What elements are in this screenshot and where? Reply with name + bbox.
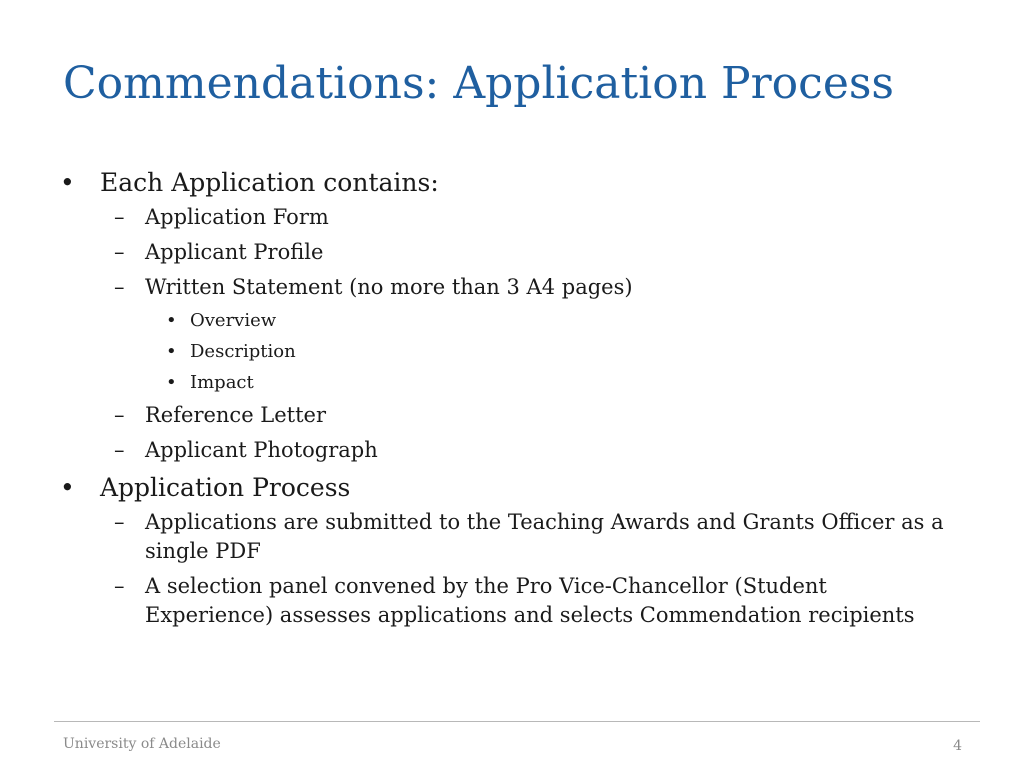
sub-sub-item-text: Overview	[190, 310, 277, 331]
sub-item-application-form	[58, 203, 958, 232]
footer-organization: University of Adelaide	[63, 736, 221, 752]
sub-item-applicant-photograph	[58, 436, 958, 465]
sub-bullet-marker: •	[166, 310, 177, 331]
dash-marker: –	[114, 403, 125, 427]
sub-item-text: Applications are submitted to the Teaching Awards and Grants Officer as a single PDF	[145, 510, 944, 563]
sub-sub-item-text: Impact	[190, 372, 254, 393]
sub-sub-item-description	[58, 339, 958, 365]
sub-bullet-marker: •	[166, 372, 177, 393]
sub-sub-item-impact	[58, 370, 958, 396]
dash-marker: –	[114, 205, 125, 229]
sub-sub-item-text: Description	[190, 341, 296, 362]
slide-body	[58, 160, 958, 636]
dash-marker: –	[114, 438, 125, 462]
sub-item-text: A selection panel convened by the Pro Vice-Chancellor (Student Experience) assesses applications and selects Commendation recipients	[145, 574, 915, 627]
sub-item-text: Applicant Photograph	[145, 438, 378, 462]
sub-item-selection-panel	[58, 572, 958, 630]
bullet-text: Application Process	[100, 473, 351, 502]
sub-sub-item-overview	[58, 308, 958, 334]
footer-divider	[54, 721, 980, 722]
sub-item-text: Reference Letter	[145, 403, 327, 427]
sub-item-applicant-profile	[58, 238, 958, 267]
bullet-each-application	[58, 166, 958, 200]
sub-item-submission	[58, 508, 958, 566]
sub-item-text: Application Form	[145, 205, 329, 229]
dash-marker: –	[114, 574, 125, 598]
bullet-marker: •	[60, 473, 75, 502]
sub-item-text: Applicant Profile	[145, 240, 324, 264]
dash-marker: –	[114, 240, 125, 264]
bullet-marker: •	[60, 168, 75, 197]
sub-item-text: Written Statement (no more than 3 A4 pages)	[145, 275, 633, 299]
dash-marker: –	[114, 510, 125, 534]
slide-title: Commendations: Application Process	[63, 58, 895, 109]
bullet-application-process	[58, 471, 958, 505]
bullet-text: Each Application contains:	[100, 168, 439, 197]
sub-bullet-marker: •	[166, 341, 177, 362]
sub-item-written-statement	[58, 273, 958, 302]
sub-item-reference-letter	[58, 401, 958, 430]
dash-marker: –	[114, 275, 125, 299]
slide-number: 4	[953, 738, 962, 754]
